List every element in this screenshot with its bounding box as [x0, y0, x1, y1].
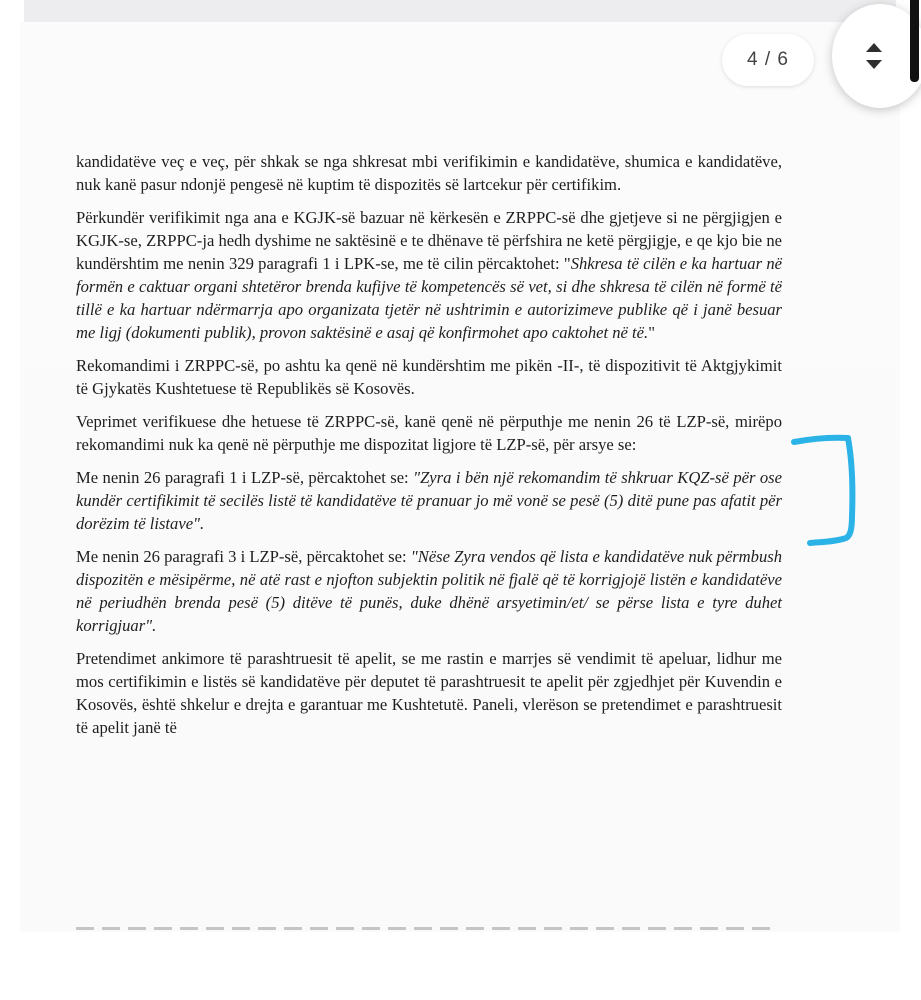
document-paragraph: [76, 410, 782, 456]
quoted-legal-text: Shkresa të cilën e ka hartuar në formën e caktuar organi shtetëror brenda kufijve të kompetencës së vet, si dhe shkresa të cilën në formë të tillë e ka hartuar ndërmarrja apo organizata tjetër në ushtrimin e autorizimeve publike që i janë besuar me ligj (dokumenti publik), provon saktësinë e asaj që konfirmohet apo caktohet në të.: [76, 254, 783, 342]
paragraph-text: kandidatëve veç e veç, për shkak se nga shkresat mbi verifikimin e kandidatëve, shumica e kandidatëve, nuk kanë pasur ndonjë pengesë në kuptim të dispozitës së lartcekur për certifikim.: [76, 152, 782, 194]
document-paragraph: [76, 647, 782, 739]
paragraph-text: Me nenin 26 paragrafi 1 i LZP-së, përcaktohet se:: [76, 468, 414, 487]
page-indicator: [722, 34, 814, 86]
quoted-legal-text: "Zyra i bën një rekomandim të shkruar KQZ-së për ose kundër certifikimit të secilës listë të kandidatëve të pranuar jo më vonë se pesë (5) ditë pune pas afatit për dorëzim të listave".: [76, 468, 782, 533]
document-paragraph: [76, 545, 782, 637]
screen-edge-decoration: [910, 0, 919, 82]
document-body: [76, 150, 782, 749]
page-indicator-label: 4 / 6: [747, 49, 789, 70]
quoted-legal-text: "Nëse Zyra vendos që lista e kandidatëve nuk përmbush dispozitën e mësipërme, në atë rast e njofton subjektin politik në fjalë që të korrigjojë listën e kandidatëve në periudhën brenda pesë (5) ditëve të punës, duke dhënë arsyetimin/et/ se përse lista e tyre duhet korrigjuar".: [76, 547, 782, 635]
viewer-top-strip: [24, 0, 896, 22]
paragraph-text: ": [648, 323, 655, 342]
document-paragraph: [76, 206, 782, 344]
paragraph-text: Veprimet verifikuese dhe hetuese të ZRPPC-së, kanë qenë në përputhje me nenin 26 të LZP-së, mirëpo rekomandimi nuk ka qenë në përputhje me dispozitat ligjore të LZP-së, për arsye se:: [76, 412, 782, 454]
up-down-chevron-icon: [863, 36, 885, 76]
paragraph-text: Përkundër verifikimit nga ana e KGJK-së bazuar në kërkesën e ZRPPC-së dhe gjetjeve si ne përgjigjen e KGJK-se, ZRPPC-ja hedh dyshime ne saktësinë e te dhënave të përfshira ne ketë përgjigje, e qe kjo bie ne kundërshtim me nenin 329 paragrafi 1 i LPK-se, me të cilin përcaktohet: ": [76, 208, 782, 273]
scroll-fab-button[interactable]: [832, 4, 921, 108]
cropped-text-line: [76, 922, 776, 932]
document-paragraph: [76, 466, 782, 535]
paragraph-text: Me nenin 26 paragrafi 3 i LZP-së, përcaktohet se:: [76, 547, 411, 566]
paragraph-text: Pretendimet ankimore të parashtruesit të apelit, se me rastin e marrjes së vendimit të apeluar, lidhur me mos certifikimin e listës së kandidatëve për deputet të parashtruesit te apelit për zgjedhjet për Kuvendin e Kosovës, është shkelur e drejta e garantuar me Kushtetutë. Paneli, vlerëson se pretendimet e parashtruesit të apelit janë të: [76, 649, 782, 737]
document-paragraph: [76, 150, 782, 196]
paragraph-text: Rekomandimi i ZRPPC-së, po ashtu ka qenë në kundërshtim me pikën -II-, të dispozitivit të Aktgjykimit të Gjykatës Kushtetuese të Republikës së Kosovës.: [76, 356, 782, 398]
document-paragraph: [76, 354, 782, 400]
handwritten-bracket-annotation: [790, 430, 860, 550]
